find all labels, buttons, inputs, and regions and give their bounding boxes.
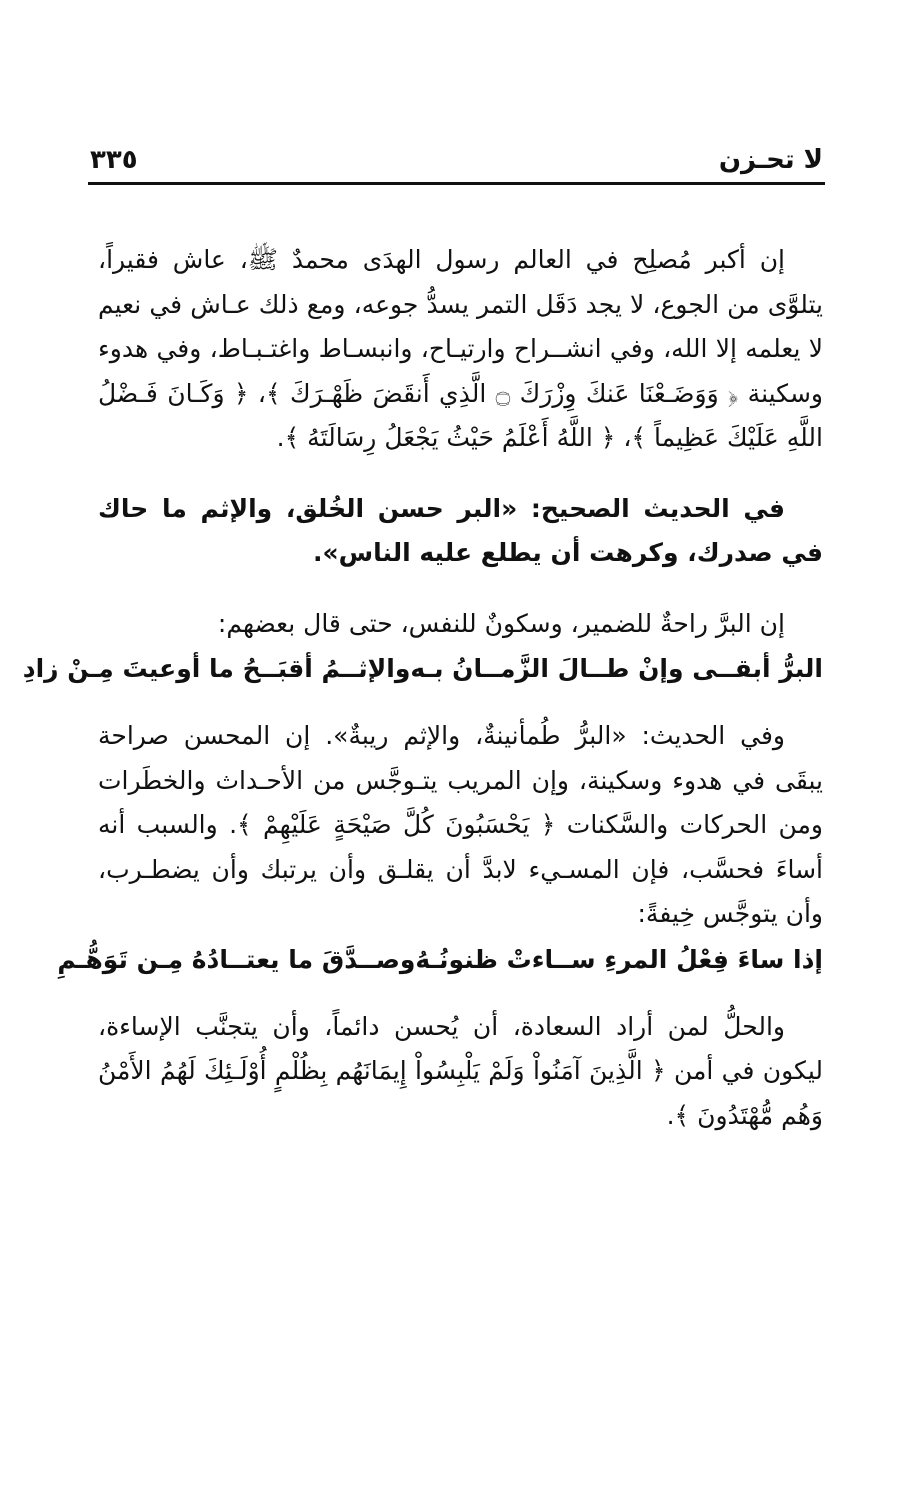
paragraph-birr-rest: إن البرَّ راحةٌ للضمير، وسكونٌ للنفس، حتى قال بعضهم:	[217, 608, 785, 638]
header-divider	[88, 182, 825, 185]
page-header	[90, 142, 823, 182]
paragraph-solution: والحلُّ لمن أراد السعادة، أن يُحسن دائماً، وأن يتجنَّب الإساءة، ليكون في أمن ﴿ الَّذِينَ آمَنُواْ وَلَمْ يَلْبِسُواْ إِيمَانَهُم بِظُلْمٍ أُوْلَـئِكَ لَهُمُ الأَمْنُ وَهُم مُّهْتَدُونَ ﴾.	[98, 1011, 823, 1130]
page-content	[22, 238, 823, 1138]
paragraph-hadith-birr: في الحديث الصحيح: «البر حسن الخُلق، والإثم ما حاك في صدرك، وكرهت أن يطلع عليه الناس».	[98, 493, 823, 567]
verse-1-first-hemistich: البرُّ أبقــى وإنْ طــالَ الزَّمــانُ بـه	[410, 654, 823, 683]
poem-verse-2	[57, 937, 823, 983]
poem-verse-1	[22, 646, 823, 692]
page-number: ٣٣٥	[90, 145, 138, 175]
book-title: لا تحـزن	[718, 145, 823, 175]
verse-1-second-hemistich: والإثــمُ أقبَــحُ ما أوعيتَ مِـنْ زادِ	[22, 654, 411, 683]
paragraph-tranquility: وفي الحديث: «البرُّ طُمأنينةٌ، والإثم ريبةٌ». إن المحسن صراحة يبقَى في هدوء وسكينة، وإن المريب يتـوجَّس من الأحـداث والخطَرات ومن الحركات والسَّكنات ﴿ يَحْسَبُونَ كُلَّ صَيْحَةٍ عَلَيْهِمْ ﴾. والسبب أنه أساءَ فحسَّب، فإن المسـيء لابدَّ أن يقلـق وأن يرتبك وأن يضطـرب، وأن يتوجَّس خِيفةً:	[98, 721, 823, 928]
verse-2-first-hemistich: إذا ساءَ فِعْلُ المرءِ ســاءتْ ظنونُـهُ	[415, 944, 823, 974]
paragraph-prophet: إن أكبر مُصلِح في العالم رسول الهدَى محمدٌ ﷺ، عاش فقيراً، يتلوَّى من الجوع، لا يجد دَقَل التمر يسدُّ جوعه، ومع ذلك عـاش في نعيم لا يعلمه إلا الله، وفي انشــراح وارتيـاح، وانبسـاط واغتـبـاط، وفي هدوء وسكينة ﴿ وَوَضَـعْنَا عَنكَ وِزْرَكَ ۝ الَّذِي أَنقَضَ ظَهْـرَكَ ﴾، ﴿ وَكَـانَ فَـضْلُ اللَّهِ عَلَيْكَ عَظِيماً ﴾، ﴿ اللَّهُ أَعْلَمُ حَيْثُ يَجْعَلُ رِسَالَتَهُ ﴾.	[98, 245, 823, 452]
verse-2-second-hemistich: وصــدَّقَ ما يعتــادُهُ مِـن تَوَهُّـمِ	[57, 944, 416, 974]
